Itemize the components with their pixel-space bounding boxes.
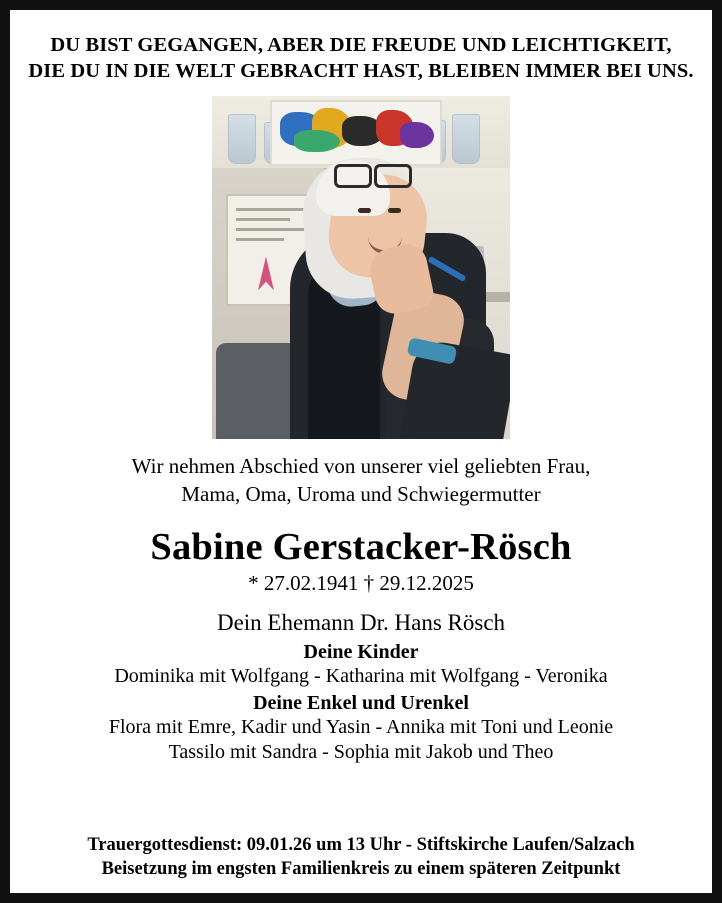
farewell-message [132, 453, 591, 508]
deceased-name: Sabine Gerstacker-Rösch [150, 525, 572, 568]
farewell-line-1: Wir nehmen Abschied von unserer viel geliebten Frau, [131, 454, 591, 479]
grandchildren-names-1: Flora mit Emre, Kadir und Yasin - Annika mit Toni und Leonie [108, 715, 614, 738]
paint-blob [400, 122, 434, 148]
farewell-line-2: Mama, Oma, Uroma und Schwiegermutter [181, 482, 541, 507]
poster-line [236, 208, 304, 211]
person-eye [358, 208, 371, 213]
epitaph-line-2: DIE DU IN DIE WELT GEBRACHT HAST, BLEIBEN IMMER BEI UNS. [28, 60, 694, 83]
deceased-dates: * 27.02.1941 † 29.12.2025 [248, 570, 474, 595]
burial-info: Beisetzung im engsten Familienkreis zu einem späteren Zeitpunkt [101, 858, 621, 879]
children-title: Deine Kinder [303, 640, 419, 663]
poster-line [236, 228, 304, 231]
footer [26, 833, 696, 883]
glass-object [228, 114, 256, 164]
children-names: Dominika mit Wolfgang - Katharina mit Wolfgang - Veronika [114, 664, 608, 687]
paint-blob [294, 130, 340, 152]
poster-line [236, 218, 290, 221]
glasses-icon [334, 164, 412, 184]
photo-scene [212, 96, 510, 439]
wall-painting [270, 100, 442, 166]
husband-line: Dein Ehemann Dr. Hans Rösch [216, 609, 506, 635]
poster-line [236, 238, 284, 241]
epitaph [26, 32, 696, 84]
grandchildren-names-2: Tassilo mit Sandra - Sophia mit Jakob und Theo [168, 740, 554, 763]
glass-object [452, 114, 480, 164]
person-eye [388, 208, 401, 213]
epitaph-line-1: DU BIST GEGANGEN, ABER DIE FREUDE UND LEICHTIGKEIT, [50, 34, 672, 56]
ribbon [258, 256, 274, 290]
service-info: Trauergottesdienst: 09.01.26 um 13 Uhr - Stiftskirche Laufen/Salzach [87, 834, 635, 855]
portrait-photo [212, 96, 510, 439]
grandchildren-title: Deine Enkel und Urenkel [253, 691, 469, 714]
